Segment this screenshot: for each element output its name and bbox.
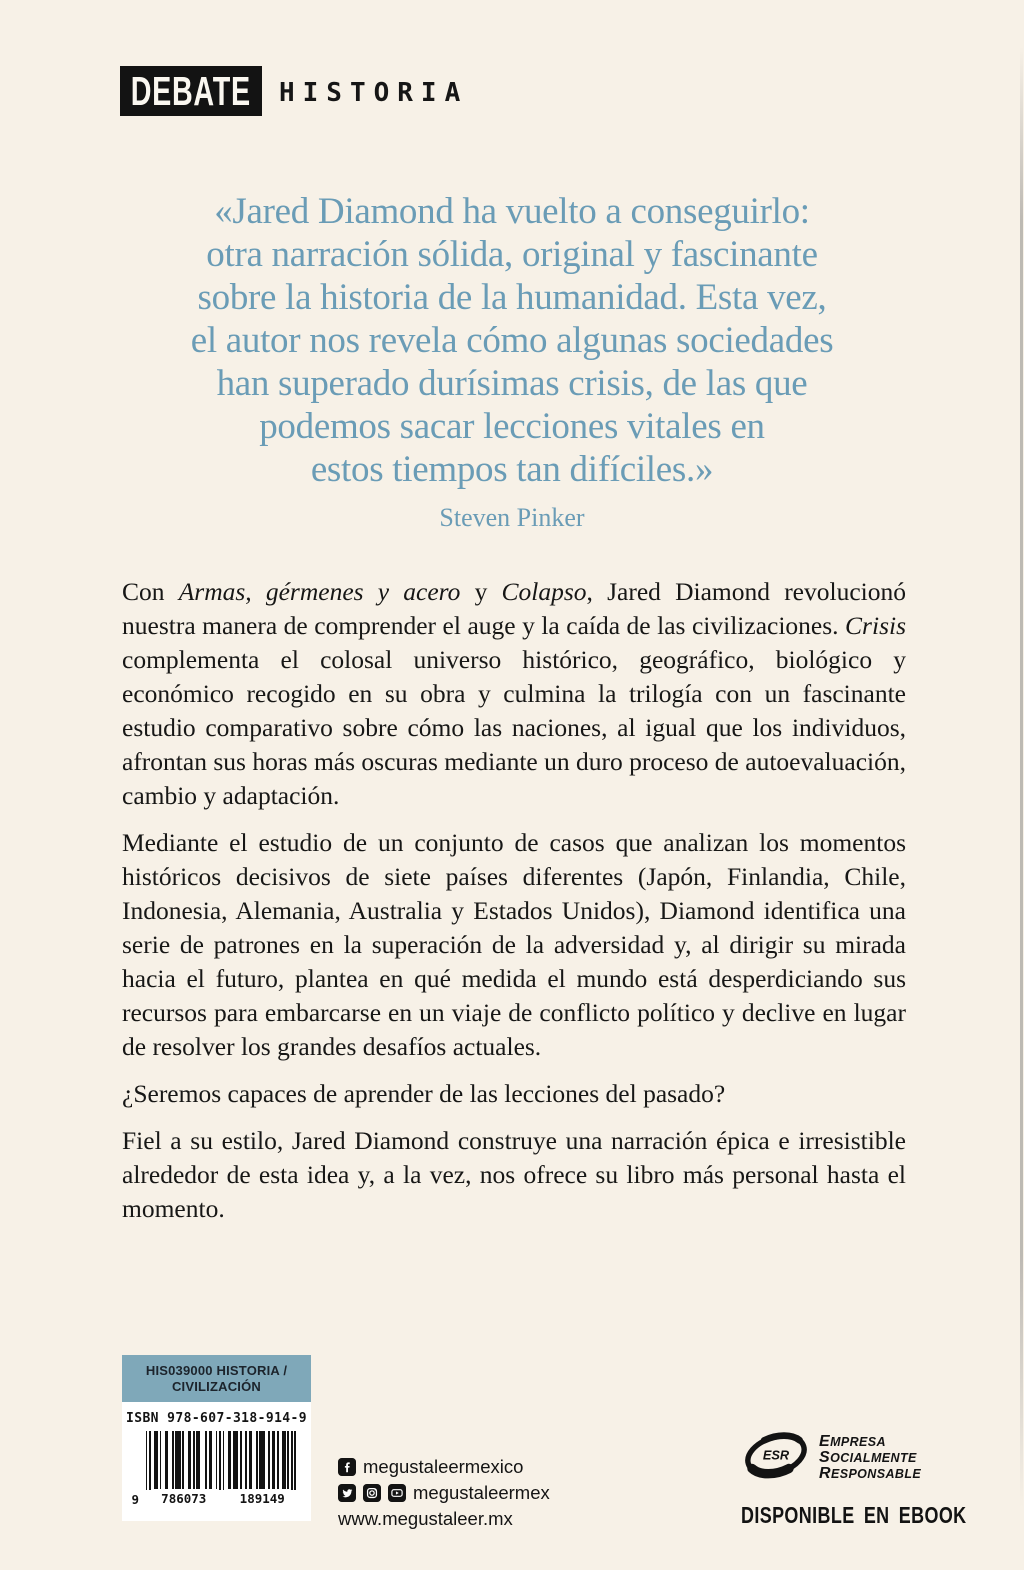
- instagram-icon: [363, 1484, 381, 1502]
- social-row-facebook: [338, 1456, 550, 1478]
- social-handle: megustaleermex: [413, 1482, 550, 1503]
- barcode-bar: [182, 1431, 184, 1489]
- quote-line: sobre la historia de la humanidad. Esta vez,: [197, 277, 827, 318]
- synopsis-text: [122, 575, 906, 1239]
- barcode-bar: [193, 1431, 195, 1489]
- barcode-bar: [188, 1431, 192, 1489]
- barcode-bar: [165, 1431, 169, 1489]
- quote-lines: [0, 190, 1024, 491]
- social-row-website: [338, 1508, 550, 1530]
- barcode-bar: [233, 1431, 238, 1489]
- isbn-box: [122, 1402, 311, 1521]
- barcode-digits: [132, 1490, 302, 1507]
- barcode-digit-group: 786073: [145, 1490, 224, 1507]
- facebook-icon: [338, 1458, 356, 1476]
- bisac-category-band: [122, 1355, 311, 1402]
- quote-line: «Jared Diamond ha vuelto a conseguirlo:: [214, 191, 810, 232]
- esr-text: [819, 1434, 921, 1482]
- quote-attribution: Steven Pinker: [439, 503, 585, 532]
- barcode-bar: [249, 1431, 253, 1489]
- barcode-bar: [259, 1431, 264, 1489]
- barcode-bar: [277, 1431, 279, 1489]
- esr-text-line: SOCIALMENTE: [819, 1448, 917, 1466]
- barcode-bar: [172, 1431, 174, 1489]
- barcode-bar: [205, 1431, 207, 1489]
- barcode-bar: [154, 1431, 158, 1489]
- esr-acronym: ESR: [762, 1447, 790, 1463]
- review-quote: [0, 190, 1024, 533]
- barcode-bar: [209, 1431, 213, 1489]
- esr-text-line: EMPRESA: [819, 1432, 886, 1450]
- body-paragraph: Con Armas, gérmenes y acero y Colapso, Jared Diamond revolucionó nuestra manera de comprender el auge y la caída de las civilizaciones. Crisis complementa el colosal universo histórico, geográfico, biológico y económico recogido en su obra y culmina la trilogía con un fascinante estudio comparativo sobre cómo las naciones, al igual que los individuos, afrontan sus horas más oscuras mediante un duro proceso de autoevaluación, cambio y adaptación.: [122, 577, 906, 810]
- barcode-bar: [196, 1431, 200, 1489]
- quote-line: otra narración sólida, original y fascinante: [206, 234, 818, 275]
- quote-line: el autor nos revela cómo algunas sociedades: [190, 320, 834, 361]
- esr-block: [742, 1428, 921, 1487]
- website-url: www.megustaleer.mx: [338, 1508, 513, 1529]
- esr-text-line: RESPONSABLE: [819, 1464, 922, 1482]
- quote-line: podemos sacar lecciones vitales en: [259, 406, 765, 447]
- bisac-category-line2: CIVILIZACIÓN: [171, 1378, 262, 1394]
- social-row-handles: [338, 1482, 550, 1504]
- spine-shadow: [1020, 0, 1023, 1570]
- barcode-bar: [245, 1431, 247, 1489]
- quote-line: estos tiempos tan difíciles.»: [310, 449, 714, 490]
- barcode-bar: [160, 1431, 162, 1489]
- twitter-icon: [338, 1484, 356, 1502]
- ebook-availability-note: DISPONIBLE EN EBOOK: [741, 1502, 967, 1528]
- barcode-bar: [268, 1431, 270, 1489]
- barcode-digit-group: 9: [131, 1492, 140, 1507]
- publisher-logo-text: DEBATE: [130, 67, 252, 114]
- barcode-bar: [272, 1431, 276, 1489]
- barcode-bar: [256, 1431, 258, 1489]
- facebook-handle: megustaleermexico: [363, 1456, 524, 1477]
- barcode-bar: [175, 1431, 180, 1489]
- collection-label: HISTORIA: [279, 77, 469, 108]
- social-block: [338, 1456, 550, 1534]
- barcode: [132, 1431, 302, 1507]
- barcode-bar: [228, 1431, 232, 1489]
- body-paragraph: ¿Seremos capaces de aprender de las lecciones del pasado?: [122, 1079, 726, 1108]
- bisac-category-line1: HIS039000 HISTORIA /: [145, 1362, 288, 1378]
- isbn-label: ISBN 978-607-318-914-9: [126, 1411, 307, 1426]
- barcode-digit-group: 189149: [223, 1490, 302, 1507]
- barcode-bar: [216, 1431, 218, 1489]
- barcode-bar: [287, 1431, 289, 1489]
- esr-logo: [742, 1428, 810, 1487]
- youtube-icon: [388, 1484, 406, 1502]
- body-paragraph: Mediante el estudio de un conjunto de casos que analizan los momentos históricos decisivos de siete países diferentes (Japón, Finlandia, Chile, Indonesia, Alemania, Australia y Estados Unidos), Diamond identifica una serie de patrones en la superación de la adversidad y, al dirigir su mirada hacia el futuro, plantea en qué medida el mundo está desperdiciando sus recursos para embarcarse en un viaje de conflicto político y declive en lugar de resolver los grandes desafíos actuales.: [122, 828, 906, 1061]
- barcode-bar: [240, 1431, 242, 1489]
- header: [120, 66, 468, 116]
- body-paragraph: Fiel a su estilo, Jared Diamond construye una narración épica e irresistible alrededor de esta idea y, a la vez, nos ofrece su libro más personal hasta el momento.: [122, 1126, 906, 1223]
- publisher-logo: [120, 66, 262, 116]
- barcode-bar: [282, 1431, 286, 1489]
- quote-line: han superado durísimas crisis, de las que: [216, 363, 808, 404]
